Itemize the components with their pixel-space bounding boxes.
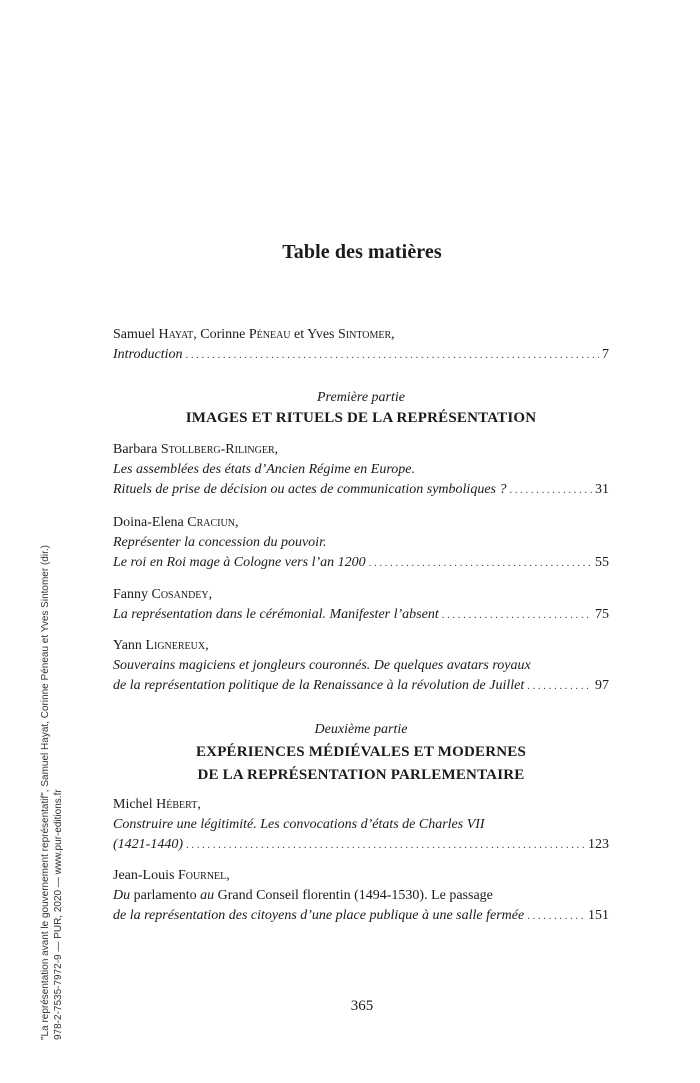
dot-leader — [186, 835, 585, 855]
toc-entry-craciun — [113, 513, 609, 573]
author-line — [113, 440, 609, 460]
chapter-title: Le roi en Roi mage à Cologne vers l’an 1200 — [113, 555, 366, 570]
author-text: , — [205, 638, 209, 653]
title-fragment: au — [200, 888, 215, 903]
part-label: Première partie — [317, 390, 405, 405]
author-surname: Craciun — [187, 515, 235, 530]
author-surname: Hébert — [156, 797, 198, 812]
author-surname: Sintomer — [338, 327, 392, 342]
part-title: IMAGES ET RITUELS DE LA REPRÉSENTATION — [185, 410, 537, 426]
toc-link-stollberg-rilinger[interactable] — [113, 480, 609, 500]
page-ref: 31 — [595, 482, 609, 497]
toc-link-introduction[interactable] — [113, 345, 609, 365]
chapter-title: de la représentation des citoyens d’une place publique à une salle fermée — [113, 908, 525, 923]
toc-link-craciun[interactable] — [113, 553, 609, 573]
title-fragment-upright: Grand Conseil florentin (1494-1530). Le passage — [214, 888, 493, 903]
part-label: Deuxième partie — [314, 722, 408, 737]
author-surname: Lignereux — [145, 638, 206, 653]
dot-leader — [527, 676, 592, 696]
page-ref: 55 — [595, 555, 609, 570]
author-line — [113, 795, 609, 815]
chapter-title: Introduction — [113, 347, 183, 362]
toc-link-fournel[interactable] — [113, 906, 609, 926]
chapter-title: de la représentation politique de la Renaissance à la révolution de Juillet — [113, 678, 525, 693]
chapter-title: La représentation dans le cérémonial. Manifester l’absent — [113, 607, 439, 622]
author-surname: Fournel — [177, 868, 227, 883]
author-text: , — [208, 587, 213, 602]
toc-entry-stollberg-rilinger — [113, 440, 609, 500]
author-text: , — [391, 327, 395, 342]
title-fragment: Du — [113, 888, 131, 903]
page-number: 365 — [350, 998, 374, 1014]
dot-leader — [442, 605, 592, 625]
author-first-name: Yann — [113, 638, 146, 653]
author-text: , — [197, 797, 201, 812]
toc-entry-hebert — [113, 795, 609, 855]
copyright-sidebar — [40, 480, 65, 1040]
title-fragment-upright: parlamento — [130, 888, 201, 903]
author-text: , — [274, 442, 279, 457]
author-text: , Corinne — [193, 327, 249, 342]
author-line — [113, 636, 609, 656]
toc-entry-introduction — [113, 325, 609, 365]
author-first-name: Fanny — [113, 587, 152, 602]
author-text: , — [226, 868, 230, 883]
dot-leader — [509, 480, 592, 500]
author-line — [113, 866, 609, 886]
author-first-name: Michel — [113, 797, 157, 812]
author-text: Samuel — [113, 327, 159, 342]
author-text: et Yves — [290, 327, 338, 342]
page-ref: 151 — [588, 908, 609, 923]
toc-link-cosandey[interactable] — [113, 605, 609, 625]
page-ref: 123 — [588, 837, 609, 852]
page-title: Table des matières — [282, 241, 442, 263]
author-first-name: Doina-Elena — [113, 515, 188, 530]
part-1-header — [113, 388, 609, 428]
part-2-header — [113, 720, 609, 785]
toc-entry-cosandey — [113, 585, 609, 625]
author-line — [113, 585, 609, 605]
chapter-title-line — [113, 886, 609, 906]
author-line — [113, 513, 609, 533]
sidebar-line-1: "La représentation avant le gouvernement représentatif", Samuel Hayat, Corinne Péneau et Yves Sintomer (dir.) — [40, 545, 51, 1040]
dot-leader — [185, 345, 599, 365]
dot-leader — [369, 553, 592, 573]
chapter-title: (1421-1440) — [113, 837, 183, 852]
author-surname: Hayat — [158, 327, 194, 342]
toc-link-hebert[interactable] — [113, 835, 609, 855]
author-text: , — [234, 515, 239, 530]
page-ref: 7 — [602, 347, 609, 362]
dot-leader — [527, 906, 585, 926]
chapter-title-line: Les assemblées des états d’Ancien Régime en Europe. — [113, 462, 415, 477]
chapter-title-line: Construire une légitimité. Les convocations d’états de Charles VII — [113, 817, 485, 832]
sidebar-line-2: 978-2-7535-7972-9 — PUR, 2020 — www.pur-editions.fr — [52, 789, 64, 1040]
author-surname: Stollberg-Rilinger — [160, 442, 275, 457]
author-first-name: Barbara — [113, 442, 161, 457]
toc-entry-fournel — [113, 866, 609, 926]
author-surname: Cosandey — [151, 587, 209, 602]
toc-entry-lignereux — [113, 636, 609, 696]
part-title: DE LA REPRÉSENTATION PARLEMENTAIRE — [197, 767, 525, 783]
chapter-title: Rituels de prise de décision ou actes de communication symboliques ? — [113, 482, 507, 497]
page-ref: 97 — [595, 678, 609, 693]
page-ref: 75 — [595, 607, 609, 622]
author-first-name: Jean-Louis — [113, 868, 178, 883]
author-line — [113, 325, 609, 345]
part-title: EXPÉRIENCES MÉDIÉVALES ET MODERNES — [195, 744, 527, 760]
toc-link-lignereux[interactable] — [113, 676, 609, 696]
chapter-title-line: Souverains magiciens et jongleurs couronnés. De quelques avatars royaux — [113, 658, 531, 673]
author-surname: Péneau — [248, 327, 291, 342]
chapter-title-line: Représenter la concession du pouvoir. — [113, 535, 327, 550]
